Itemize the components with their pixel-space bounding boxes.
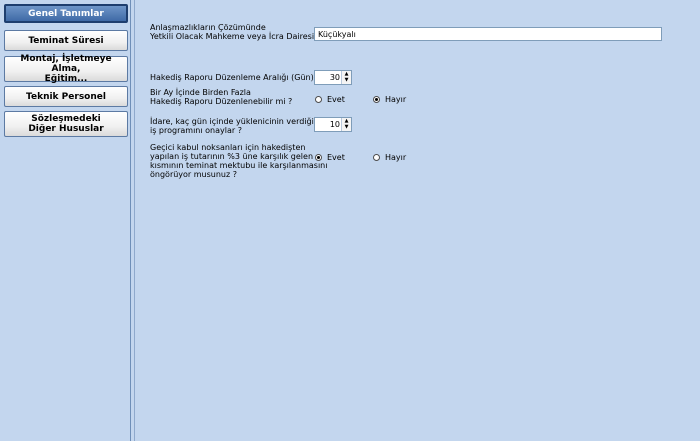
spinner-value: 30 <box>329 73 340 82</box>
radio-circle-icon <box>373 154 380 161</box>
provisional-acceptance-no-radio[interactable] <box>373 153 406 162</box>
nav-montaj-isletmeye-alma[interactable] <box>4 56 128 82</box>
sidebar <box>0 0 131 441</box>
main-panel <box>132 0 700 441</box>
nav-label: Teminat Süresi <box>28 35 104 46</box>
nav-teknik-personel[interactable] <box>4 86 128 107</box>
provisional-acceptance-yes-radio[interactable] <box>315 153 345 162</box>
provisional-acceptance-label-line2: yapılan iş tutarının %3 üne karşılık gelen <box>150 152 314 161</box>
spinner-arrows[interactable] <box>341 118 351 131</box>
nav-label: Teknik Personel <box>26 91 106 102</box>
nav-label-line1: Sözleşmedeki <box>31 114 101 124</box>
spinner-value: 10 <box>329 120 340 129</box>
provisional-acceptance-label-line3: kısmının teminat mektubu ile karşılanmasını <box>150 161 328 170</box>
radio-circle-icon <box>373 96 380 103</box>
radio-label: Hayır <box>385 95 407 104</box>
multiple-per-month-yes-radio[interactable] <box>315 95 345 104</box>
multiple-per-month-label-line1: Bir Ay İçinde Birden Fazla <box>150 88 251 97</box>
spinner-arrows[interactable] <box>341 71 351 84</box>
nav-teminat-suresi[interactable] <box>4 30 128 51</box>
spinner-up-icon[interactable]: ▲ <box>344 118 349 124</box>
provisional-acceptance-label-line1: Geçici kabul noksanları için hakedişten <box>150 143 306 152</box>
progress-interval-label: Hakediş Raporu Düzenleme Aralığı (Gün) <box>150 73 314 82</box>
panel-divider <box>134 0 135 441</box>
multiple-per-month-label-line2: Hakediş Raporu Düzenlenebilir mi ? <box>150 97 293 106</box>
spinner-up-icon[interactable]: ▲ <box>344 71 349 77</box>
nav-label-line2: Diğer Hususlar <box>28 124 104 134</box>
multiple-per-month-no-radio[interactable] <box>373 95 406 104</box>
approval-days-label-line2: iş programını onaylar ? <box>150 126 242 135</box>
nav-genel-tanimlar[interactable] <box>4 4 128 23</box>
radio-circle-icon <box>315 154 322 161</box>
nav-label: Genel Tanımlar <box>28 8 104 19</box>
dispute-label-line2: Yetkili Olacak Mahkeme veya İcra Dairesi <box>150 32 315 41</box>
radio-label: Evet <box>327 95 345 104</box>
radio-label: Hayır <box>385 153 407 162</box>
nav-sozlesmedeki-diger-hususlar[interactable] <box>4 111 128 137</box>
provisional-acceptance-label-line4: öngörüyor musunuz ? <box>150 170 237 179</box>
dispute-label-line1: Anlaşmazlıkların Çözümünde <box>150 23 266 32</box>
radio-label: Evet <box>327 153 345 162</box>
spinner-down-icon[interactable]: ▼ <box>344 124 349 130</box>
spinner-down-icon[interactable]: ▼ <box>344 77 349 83</box>
progress-interval-spinner[interactable] <box>314 70 352 85</box>
radio-circle-icon <box>315 96 322 103</box>
dispute-court-input[interactable]: Küçükyalı <box>314 27 662 41</box>
approval-days-spinner[interactable] <box>314 117 352 132</box>
nav-label-line1: Montaj, İşletmeye Alma, <box>20 54 112 74</box>
nav-label-line2: Eğitim... <box>44 74 88 84</box>
approval-days-label-line1: İdare, kaç gün içinde yüklenicinin verdiği <box>150 117 314 126</box>
